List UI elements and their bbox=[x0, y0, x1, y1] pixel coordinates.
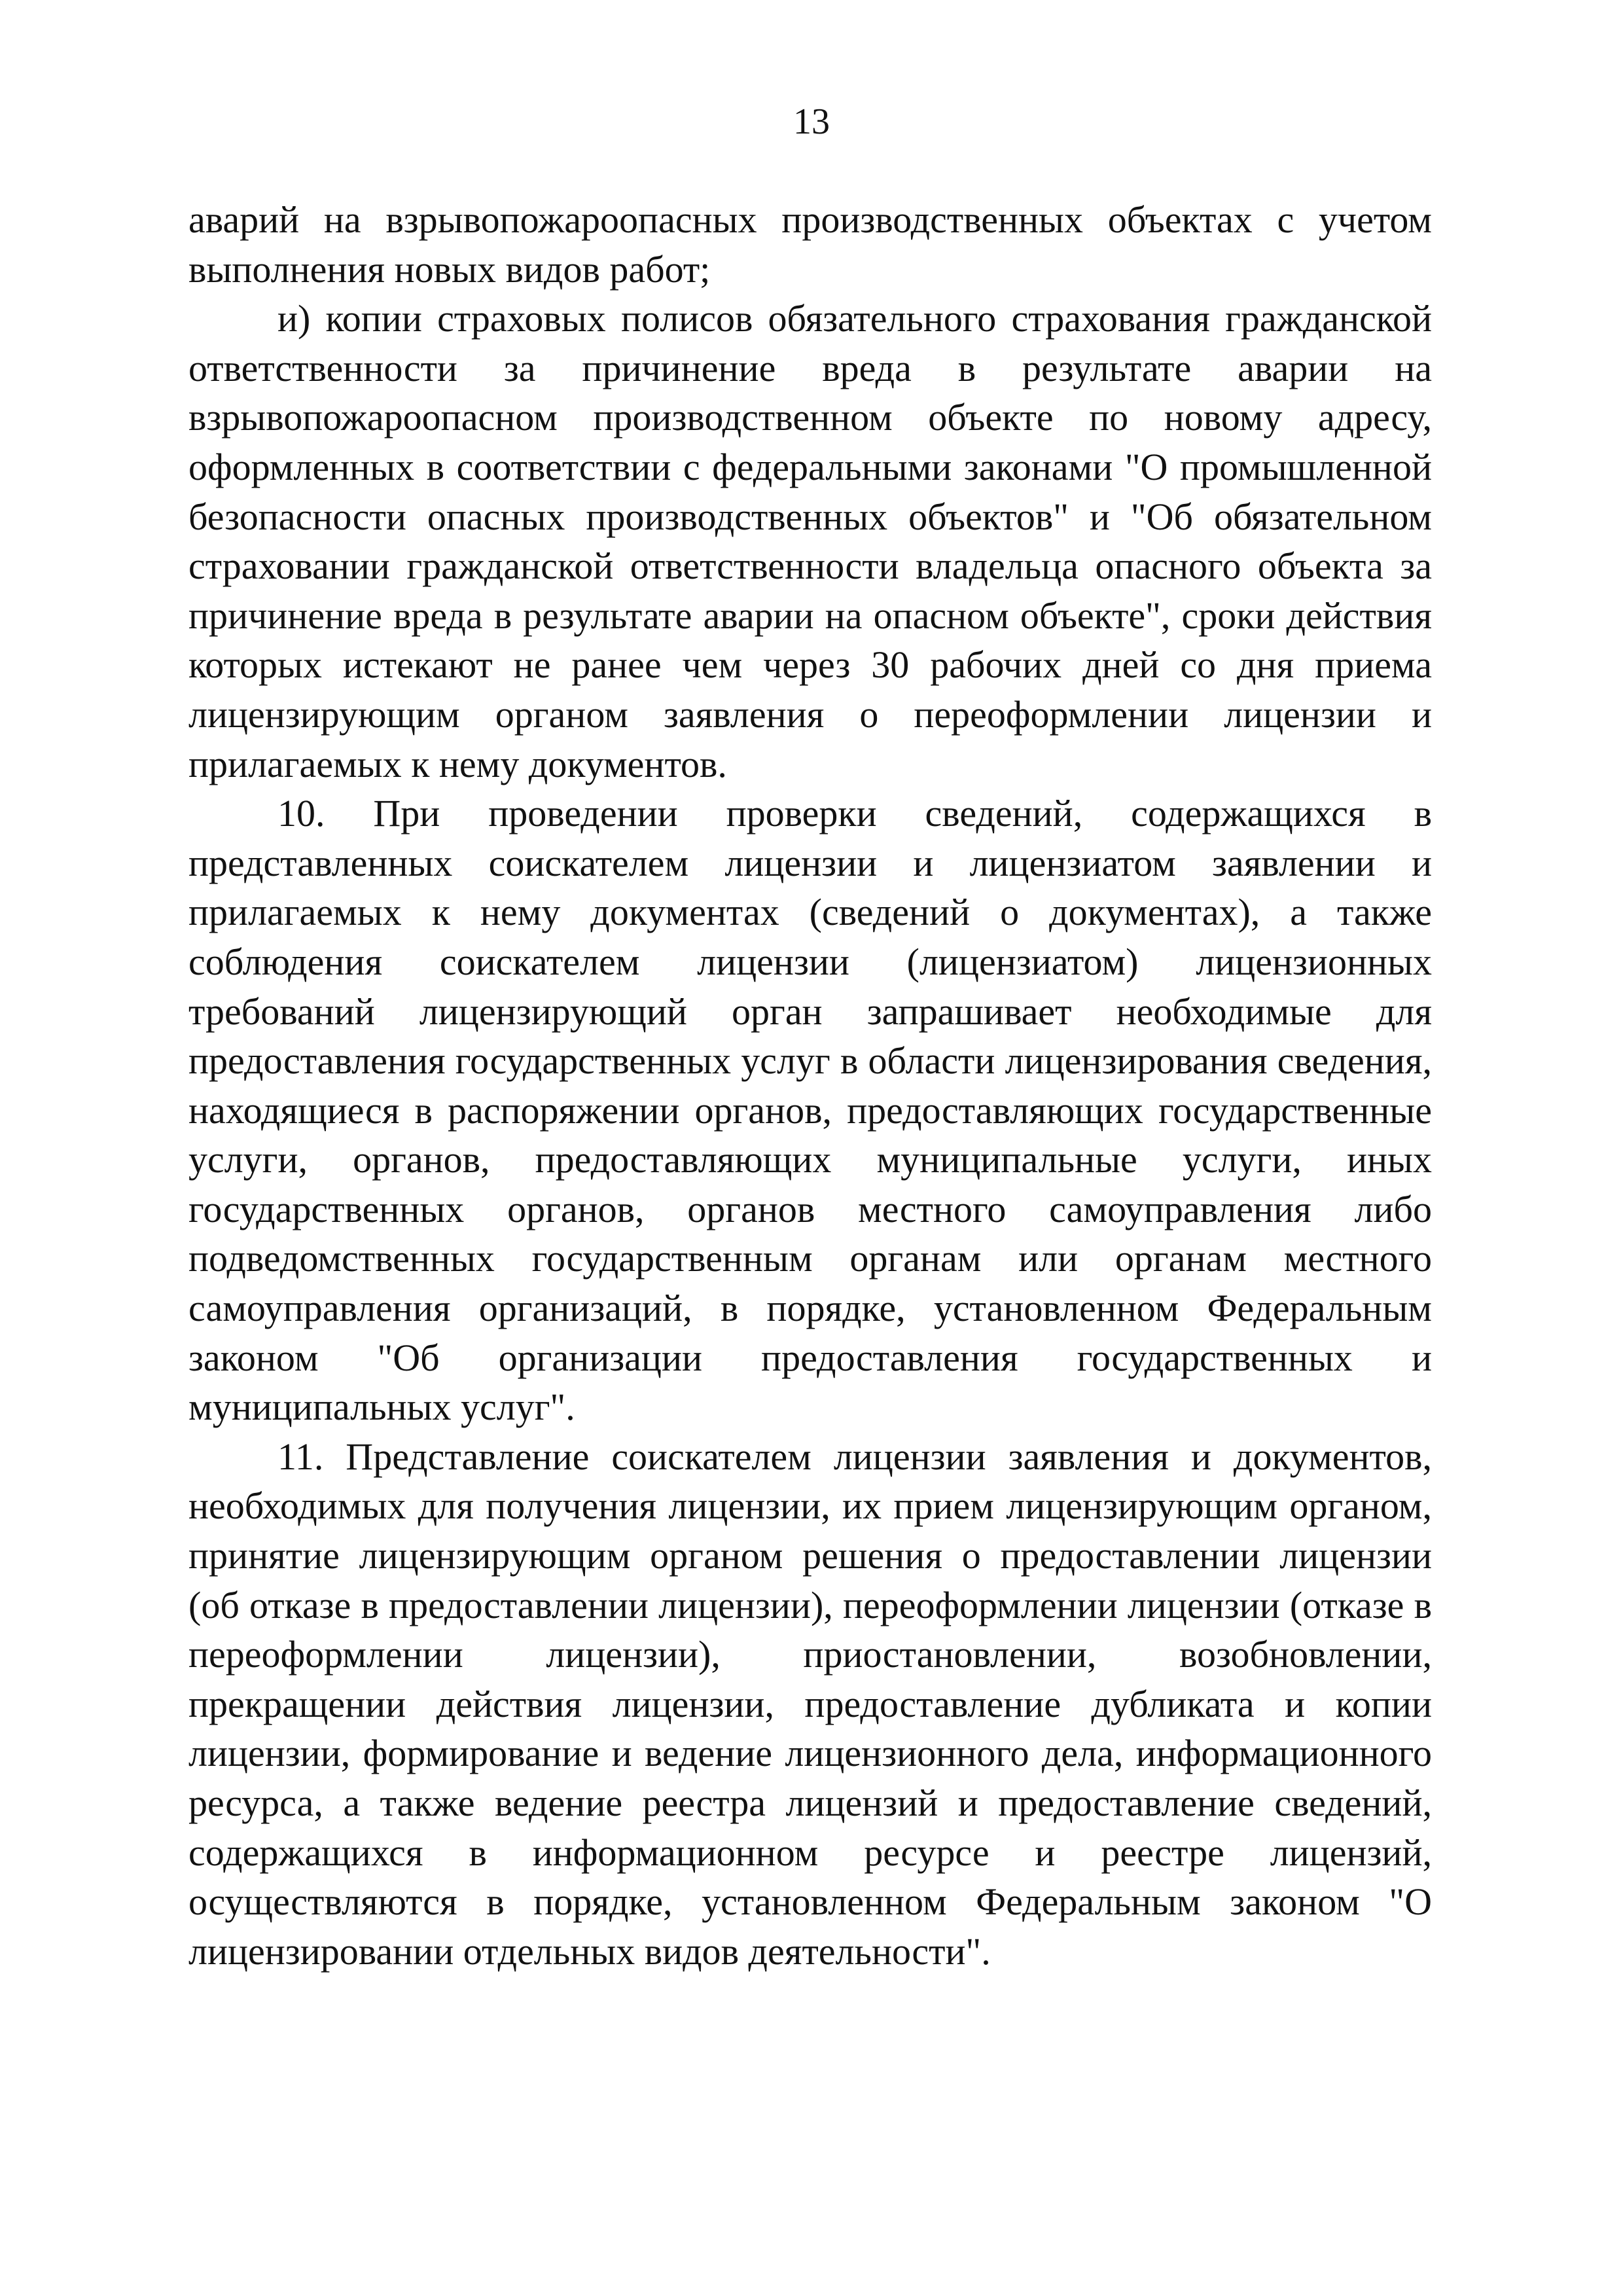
paragraph-item-i: и) копии страховых полисов обязательного страхования гражданской ответственности за причинение вреда в результате аварии на взрывопожароопасном производственном объекте по новому адресу, оформленных в соответствии с федеральными законами "О промышленной безопасности опасных производственных объектов" и "Об обязательном страховании гражданской ответственности владельца опасного объекта за причинение вреда в результате аварии на опасном объекте", сроки действия которых истекают не ранее чем через 30 рабочих дней со дня приема лицензирующим органом заявления о переоформлении лицензии и прилагаемых к нему документов. bbox=[188, 297, 1432, 785]
page-number: 13 bbox=[793, 101, 830, 142]
paragraph-continuation: аварий на взрывопожароопасных производственных объектах с учетом выполнения новых видов работ; bbox=[188, 198, 1432, 291]
paragraph-clause-10: 10. При проведении проверки сведений, содержащихся в представленных соискателем лицензии и лицензиатом заявлении и прилагаемых к нему документах (сведений о документах), а также соблюдения соискателем лицензии (лицензиатом) лицензионных требований лицензирующий орган запрашивает необходимые для предоставления государственных услуг в области лицензирования сведения, находящиеся в распоряжении органов, предоставляющих государственные услуги, органов, предоставляющих муниципальные услуги, иных государственных органов, органов местного самоуправления либо подведомственных государственным органам или органам местного самоуправления организаций, в порядке, установленном Федеральным законом "Об организации предоставления государственных и муниципальных услуг". bbox=[188, 792, 1432, 1429]
paragraph-clause-11: 11. Представление соискателем лицензии заявления и документов, необходимых для получения лицензии, их прием лицензирующим органом, принятие лицензирующим органом решения о предоставлении лицензии (об отказе в предоставлении лицензии), переоформлении лицензии (отказе в переоформлении лицензии), приостановлении, возобновлении, прекращении действия лицензии, предоставление дубликата и копии лицензии, формирование и ведение лицензионного дела, информационного ресурса, а также ведение реестра лицензий и предоставление сведений, содержащихся в информационном ресурсе и реестре лицензий, осуществляются в порядке, установленном Федеральным законом "О лицензировании отдельных видов деятельности". bbox=[188, 1435, 1432, 1973]
document-body bbox=[188, 195, 1432, 1976]
